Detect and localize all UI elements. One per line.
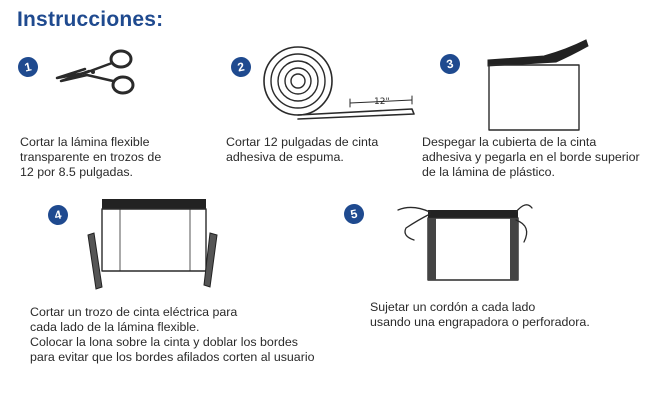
step-number-badge: 2 — [230, 56, 251, 77]
step-number-badge: 3 — [439, 53, 460, 74]
foam-tape-roll-icon — [262, 45, 432, 120]
step-number-badge: 1 — [17, 56, 38, 77]
step-4-text: Cortar un trozo de cinta eléctrica para cada lado de la lámina flexible. Colocar la lona sobre la cinta y doblar los bordes para evitar que los bordes afilados corten al usuario — [30, 305, 315, 364]
step-1-text: Cortar la lámina flexible transparente en trozos de 12 por 8.5 pulgadas. — [20, 135, 162, 179]
sheet-with-tape-icon — [486, 38, 596, 133]
page-title: Instrucciones: — [17, 8, 164, 31]
sheet-with-side-strips-icon — [80, 195, 230, 295]
measure-label: 12" — [374, 97, 390, 107]
step-number-badge: 4 — [47, 204, 68, 225]
step-number-badge: 5 — [343, 203, 364, 224]
step-2-text: Cortar 12 pulgadas de cinta adhesiva de espuma. — [226, 135, 379, 164]
step-3-text: Despegar la cubierta de la cinta adhesiva y pegarla en el borde superior de la lámina de plástico. — [422, 135, 640, 179]
sheet-with-cords-icon — [392, 190, 542, 290]
scissors-icon — [55, 45, 140, 100]
step-5-text: Sujetar un cordón a cada lado usando una engrapadora o perforadora. — [370, 300, 590, 329]
